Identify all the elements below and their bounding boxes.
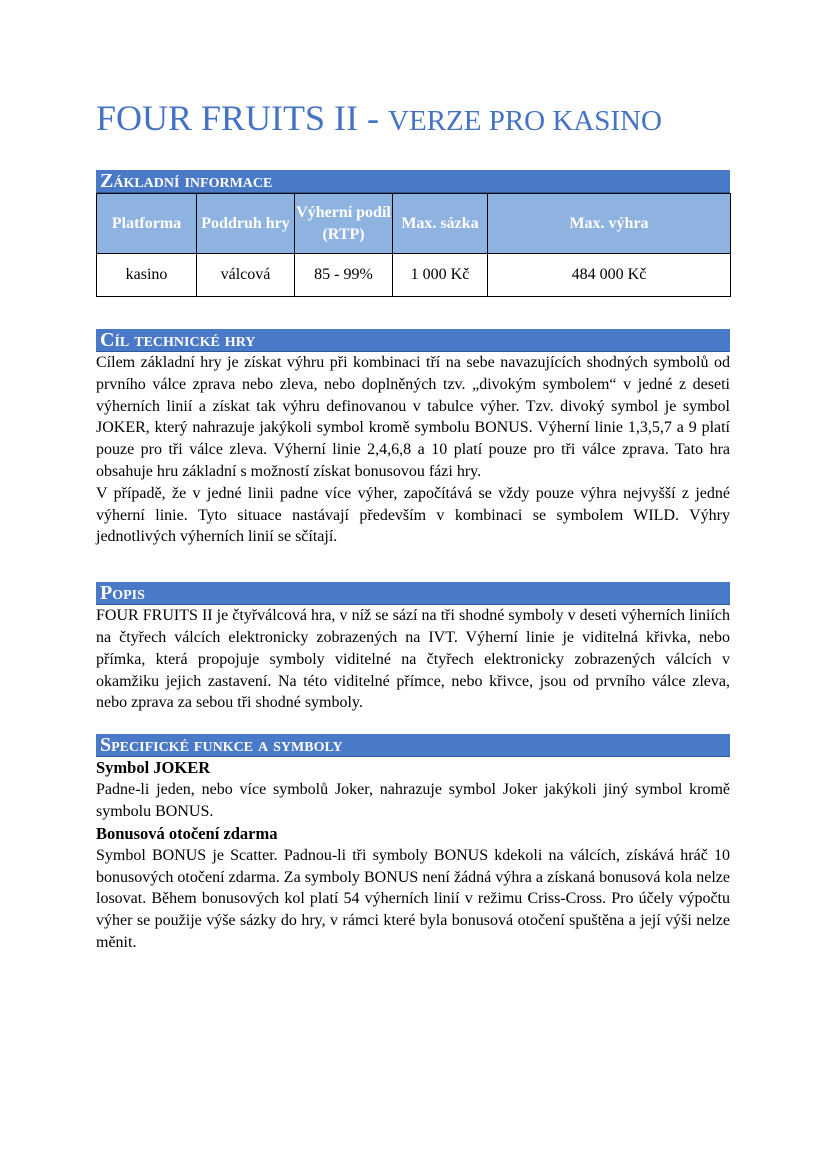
table-header-label: Poddruh hry <box>201 214 290 232</box>
table-header-row <box>97 194 731 254</box>
table-cell-poddruh-hry: válcová <box>197 254 295 297</box>
table-header-label: Platforma <box>111 214 182 232</box>
document-title <box>96 0 730 147</box>
table-cell-max-sazka: 1 000 Kč <box>393 254 488 297</box>
table-data-row <box>97 254 731 297</box>
bonus-paragraph: Symbol BONUS je Scatter. Padnou-li tři symboly BONUS kdekoli na válcích, získává hráč 10 bonusových otočení zdarma. Za symboly BONUS není žádná výhra a získaná bonusová kola nelze losovat. Během bonusových kol platí 54 výherních linií v režimu Criss-Cross. Pro účely výpočtu výher se použije výše sázky do hry, v rámci které byla bonusová otočení spuštěna a její výši nelze měnit. <box>96 846 730 951</box>
table-header-vyherni-podil <box>295 194 393 254</box>
document-content <box>96 0 730 954</box>
section-header-description: Popis <box>96 582 730 605</box>
goal-paragraph-1: Cílem základní hry je získat výhru při kombinaci tří na sebe navazujících shodných symbolů od prvního válce zprava nebo zleva, nebo doplněných tzv. „divokým symbolem“ v jedné z deseti výherních linií a získat tak výhru definovanou v tabulce výher. Tzv. divoký symbol je symbol JOKER, který nahrazuje jakýkoli symbol kromě symbolu BONUS. Výherní linie 1,3,5,7 a 9 platí pouze pro tři válce zleva. Výherní linie 2,4,6,8 a 10 platí pouze pro tři válce zprava. Tato hra obsahuje hru základní s možností získat bonusovou fázi hry. <box>96 354 730 480</box>
table-header-platforma <box>97 194 197 254</box>
table-cell-vyherni-podil: 85 - 99% <box>295 254 393 297</box>
subsection-title-bonus: Bonusová otočení zdarma <box>96 823 278 843</box>
table-header-label: Výherní podíl <box>296 203 391 221</box>
goal-paragraph-2: V případě, že v jedné linii padne více výher, započítává se vždy pouze výhra nejvyšší z jedné výherní linie. Tyto situace nastávají především v kombinaci se symbolem WILD. Výhry jednotlivých výherních linií se sčítají. <box>96 484 730 546</box>
table-header-label: Max. sázka <box>401 214 479 232</box>
table-header-max-vyhra <box>488 194 731 254</box>
document-title-sub: VERZE PRO KASINO <box>388 105 662 137</box>
section-header-basic-info: Základní informace <box>96 170 730 193</box>
table-cell-max-vyhra: 484 000 Kč <box>488 254 731 297</box>
table-header-poddruh-hry <box>197 194 295 254</box>
section-header-goal: Cíl technické hry <box>96 329 730 352</box>
table-header-max-sazka <box>393 194 488 254</box>
basic-info-table <box>96 193 731 297</box>
subsection-title-joker: Symbol JOKER <box>96 758 211 778</box>
document-title-main: FOUR FRUITS II - <box>96 98 389 138</box>
joker-paragraph: Padne-li jeden, nebo více symbolů Joker, nahrazuje symbol Joker jakýkoli jiný symbol kromě symbolu BONUS. <box>96 781 730 820</box>
section-header-specific-functions: Specifické funkce a symboly <box>96 734 730 757</box>
description-paragraph: FOUR FRUITS II je čtyřválcová hra, v níž se sází na tři shodné symboly v deseti výherních liniích na čtyřech válcích elektronicky zobrazených na IVT. Výherní linie je viditelná křivka, nebo přímka, která propojuje symboly viditelné na čtyřech elektronicky zobrazených válcích v okamžiku jejich zastavení. Na této viditelné přímce, nebo křivce, jsou od prvního válce zleva, nebo zprava za sebou tři shodné symboly. <box>96 607 730 712</box>
table-header-label-line2: (RTP) <box>322 225 365 243</box>
table-cell-platforma: kasino <box>97 254 197 297</box>
table-header-label: Max. výhra <box>569 214 649 232</box>
